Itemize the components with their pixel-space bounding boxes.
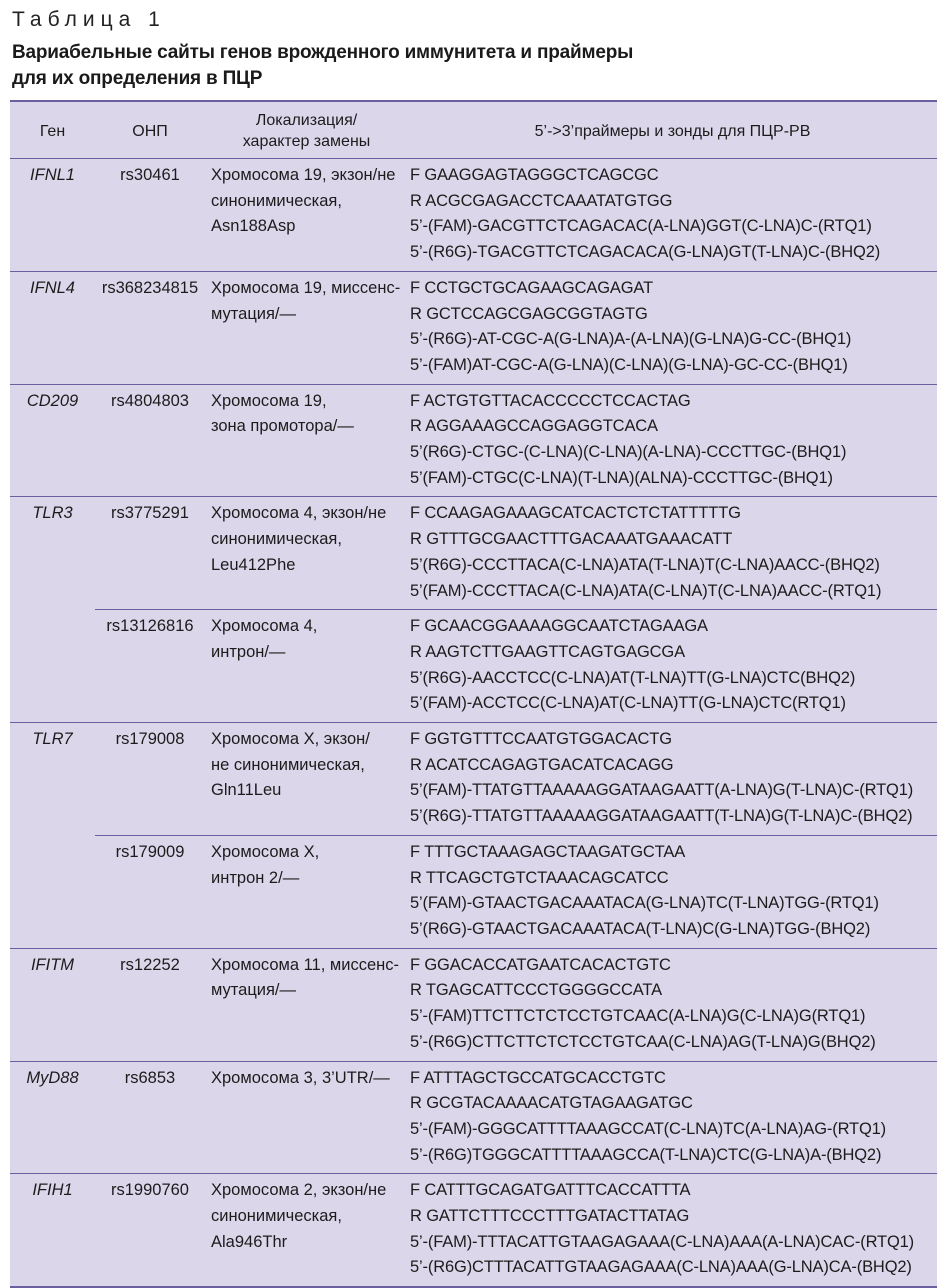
- table-row: [10, 835, 937, 948]
- gene-cell: CD209: [10, 384, 95, 497]
- localization-cell: [205, 271, 408, 384]
- localization-line: Gln11Leu: [211, 781, 282, 800]
- primers-cell: [408, 948, 937, 1061]
- primers-cell: [408, 1061, 937, 1174]
- localization-line: Хромосома 19,: [211, 391, 327, 410]
- primer-sequence: F GGACACCATGAATCACACTGTC: [410, 955, 671, 974]
- primer-sequence: R AAGTCTTGAAGTTCAGTGAGCGA: [410, 642, 685, 661]
- localization-line: мутация/—: [211, 981, 297, 1000]
- table-row: [10, 271, 937, 384]
- table-row: [10, 948, 937, 1061]
- localization-line: Хромосома 3, 3’UTR/—: [211, 1068, 390, 1087]
- primer-sequence: 5’(FAM)-CTGC(C-LNA)(T-LNA)(ALNA)-CCCTTGC-(BHQ1): [410, 468, 833, 487]
- table-row: [10, 384, 937, 497]
- primer-table: [10, 102, 937, 1286]
- primer-sequence: 5’(FAM)-TTATGTTAAAAAGGATAAGAATT(A-LNA)G(T-LNA)C-(RTQ1): [410, 781, 914, 800]
- primer-sequence: F TTTGCTAAAGAGCTAAGATGCTAA: [410, 842, 686, 861]
- primer-sequence: F CCTGCTGCAGAAGCAGAGAT: [410, 278, 653, 297]
- localization-cell: [205, 159, 408, 272]
- primer-sequence: 5’-(FAM)TTCTTCTCTCCTGTCAAC(A-LNA)G(C-LNA)G(RTQ1): [410, 1007, 866, 1026]
- primer-sequence: R ACGCGAGACCTCAAATATGTGG: [410, 191, 673, 210]
- table-header-row: [10, 102, 937, 159]
- header-snp: ОНП: [95, 102, 205, 159]
- primer-sequence: 5’-(FAM)-GACGTTCTCAGACAC(A-LNA)GGT(C-LNA)C-(RTQ1): [410, 217, 872, 236]
- primer-sequence: R ACATCCAGAGTGACATCACAGG: [410, 755, 674, 774]
- header-loc-line-1: Локализация/: [255, 112, 358, 129]
- primer-sequence: 5’(FAM)-GTAACTGACAAATACA(G-LNA)TC(T-LNA)TGG-(RTQ1): [410, 894, 879, 913]
- data-table-container: [10, 100, 937, 1288]
- primer-sequence: 5’(R6G)-GTAACTGACAAATACA(T-LNA)C(G-LNA)TGG-(BHQ2): [410, 919, 871, 938]
- localization-line: Хромосома X,: [211, 842, 320, 861]
- snp-cell: rs1990760: [95, 1174, 205, 1286]
- table-row: [10, 159, 937, 272]
- primer-sequence: F ACTGTGTTACACCCCCTCCACTAG: [410, 391, 691, 410]
- table-row: [10, 1061, 937, 1174]
- table-label: Таблица 1: [12, 8, 166, 31]
- localization-line: интрон 2/—: [211, 868, 300, 887]
- snp-cell: rs368234815: [95, 271, 205, 384]
- primers-cell: [408, 497, 937, 610]
- title-line-1: Вариабельные сайты генов врожденного иммунитета и праймеры: [12, 42, 634, 63]
- primer-sequence: 5’-(R6G)-AT-CGC-A(G-LNA)A-(A-LNA)(G-LNA)G-CC-(BHQ1): [410, 330, 852, 349]
- primer-sequence: 5’-(FAM)-TTTACATTGTAAGAGAAA(C-LNA)AAA(A-LNA)CAC-(RTQ1): [410, 1232, 915, 1251]
- snp-cell: rs13126816: [95, 610, 205, 723]
- table-row: [10, 610, 937, 723]
- primer-sequence: F CCAAGAGAAAGCATCACTCTCTATTTTTG: [410, 504, 741, 523]
- primer-sequence: F GGTGTTTCCAATGTGGACACTG: [410, 730, 672, 749]
- snp-cell: rs30461: [120, 166, 180, 184]
- primer-sequence: R TGAGCATTCCCTGGGGCCATA: [410, 981, 662, 1000]
- table-title: [12, 40, 912, 92]
- localization-cell: [205, 723, 408, 836]
- header-localization: [205, 102, 408, 159]
- primer-sequence: R AGGAAAGCCAGGAGGTCACA: [410, 417, 658, 436]
- primers-cell: [408, 723, 937, 836]
- localization-line: Хромосома X, экзон/: [211, 730, 370, 749]
- primer-sequence: R GCTCCAGCGAGCGGTAGTG: [410, 304, 648, 323]
- primer-sequence: 5’(R6G)-CTGC-(C-LNA)(C-LNA)(A-LNA)-CCCTTGC-(BHQ1): [410, 443, 847, 462]
- snp-cell: rs4804803: [95, 384, 205, 497]
- primer-sequence: 5’-(R6G)-TGACGTTCTCAGACACA(G-LNA)GT(T-LNA)C-(BHQ2): [410, 243, 881, 262]
- primer-sequence: R GATTCTTTCCCTTTGATACTTATAG: [410, 1207, 690, 1226]
- localization-line: синонимическая,: [211, 1207, 342, 1226]
- gene-cell: IFIH1: [10, 1174, 95, 1286]
- table-row: [10, 1174, 937, 1286]
- localization-line: Хромосома 19, экзон/не: [211, 166, 396, 184]
- header-gene: Ген: [10, 102, 95, 159]
- primer-sequence: 5’-(R6G)CTTTACATTGTAAGAGAAA(C-LNA)AAA(G-LNA)CA-(BHQ2): [410, 1258, 912, 1277]
- localization-line: Хромосома 4,: [211, 617, 318, 636]
- localization-cell: [205, 948, 408, 1061]
- localization-line: Asn188Asp: [211, 217, 296, 236]
- localization-line: Leu412Phe: [211, 555, 296, 574]
- primer-sequence: 5’(R6G)-AACCTCC(C-LNA)AT(T-LNA)TT(G-LNA)CTC(BHQ2): [410, 668, 856, 687]
- gene-cell: TLR7: [10, 723, 95, 949]
- primer-sequence: R GCGTACAAAACATGTAGAAGATGC: [410, 1094, 693, 1113]
- table-row: [10, 723, 937, 836]
- header-loc-line-2: характер замены: [242, 133, 371, 150]
- localization-cell: [205, 384, 408, 497]
- localization-line: интрон/—: [211, 642, 286, 661]
- localization-line: Ala946Thr: [211, 1232, 288, 1251]
- snp-cell: rs179008: [95, 723, 205, 836]
- localization-cell: [205, 497, 408, 610]
- snp-cell: rs179009: [95, 835, 205, 948]
- primer-sequence: 5’(R6G)-TTATGTTAAAAAGGATAAGAATT(T-LNA)G(T-LNA)C-(BHQ2): [410, 807, 913, 826]
- primer-sequence: R TTCAGCTGTCTAAACAGCATCC: [410, 868, 669, 887]
- gene-cell: IFNL4: [10, 271, 95, 384]
- primers-cell: [408, 835, 937, 948]
- primer-sequence: 5’(R6G)-CCCTTACA(C-LNA)ATA(T-LNA)T(C-LNA)AACC-(BHQ2): [410, 555, 880, 574]
- snp-cell: rs6853: [95, 1061, 205, 1174]
- gene-cell: MyD88: [10, 1061, 95, 1174]
- primer-sequence: F ATTTAGCTGCCATGCACCTGTC: [410, 1068, 666, 1087]
- primer-sequence: F GCAACGGAAAAGGCAATCTAGAAGA: [410, 617, 708, 636]
- localization-line: мутация/—: [211, 304, 297, 323]
- localization-line: Хромосома 11, миссенс-: [211, 955, 399, 974]
- primers-cell: [408, 610, 937, 723]
- title-line-2: для их определения в ПЦР: [12, 68, 263, 89]
- primer-sequence: 5’(FAM)-ACCTCC(C-LNA)AT(C-LNA)TT(G-LNA)CTC(RTQ1): [410, 694, 846, 713]
- localization-line: синонимическая,: [211, 530, 342, 549]
- gene-cell: TLR3: [10, 497, 95, 723]
- localization-cell: [205, 610, 408, 723]
- primer-sequence: 5’-(FAM)-GGGCATTTTAAAGCCAT(C-LNA)TC(A-LNA)AG-(RTQ1): [410, 1119, 887, 1138]
- snp-cell: rs12252: [95, 948, 205, 1061]
- localization-line: зона промотора/—: [211, 417, 354, 436]
- table-body: [10, 159, 937, 1287]
- localization-line: Хромосома 19, миссенс-: [211, 278, 401, 297]
- primers-cell: [408, 384, 937, 497]
- header-primers: 5’->3’праймеры и зонды для ПЦР-РВ: [408, 102, 937, 159]
- primer-sequence: 5’(FAM)-CCCTTACA(C-LNA)ATA(C-LNA)T(C-LNA)AACC-(RTQ1): [410, 581, 882, 600]
- gene-cell: IFNL1: [30, 166, 75, 184]
- gene-cell: IFITM: [10, 948, 95, 1061]
- primers-cell: [408, 1174, 937, 1286]
- primer-sequence: F GAAGGAGTAGGGCTCAGCGC: [410, 166, 659, 184]
- primers-cell: [408, 159, 937, 272]
- localization-line: Хромосома 4, экзон/не: [211, 504, 387, 523]
- snp-cell: rs3775291: [95, 497, 205, 610]
- primers-cell: [408, 271, 937, 384]
- primer-sequence: 5’-(R6G)TGGGCATTTTAAAGCCA(T-LNA)CTC(G-LNA)A-(BHQ2): [410, 1145, 882, 1164]
- localization-cell: [205, 1174, 408, 1286]
- localization-cell: [205, 835, 408, 948]
- primer-sequence: R GTTTGCGAACTTTGACAAATGAAACATT: [410, 530, 733, 549]
- primer-sequence: 5’-(R6G)CTTCTTCTCTCCTGTCAA(C-LNA)AG(T-LNA)G(BHQ2): [410, 1032, 876, 1051]
- table-row: [10, 497, 937, 610]
- localization-line: синонимическая,: [211, 191, 342, 210]
- localization-line: не синонимическая,: [211, 755, 365, 774]
- localization-cell: [205, 1061, 408, 1174]
- localization-line: Хромосома 2, экзон/не: [211, 1181, 387, 1200]
- primer-sequence: F CATTTGCAGATGATTTCACCATTTA: [410, 1181, 691, 1200]
- primer-sequence: 5’-(FAM)AT-CGC-A(G-LNA)(C-LNA)(G-LNA)-GC-CC-(BHQ1): [410, 355, 848, 374]
